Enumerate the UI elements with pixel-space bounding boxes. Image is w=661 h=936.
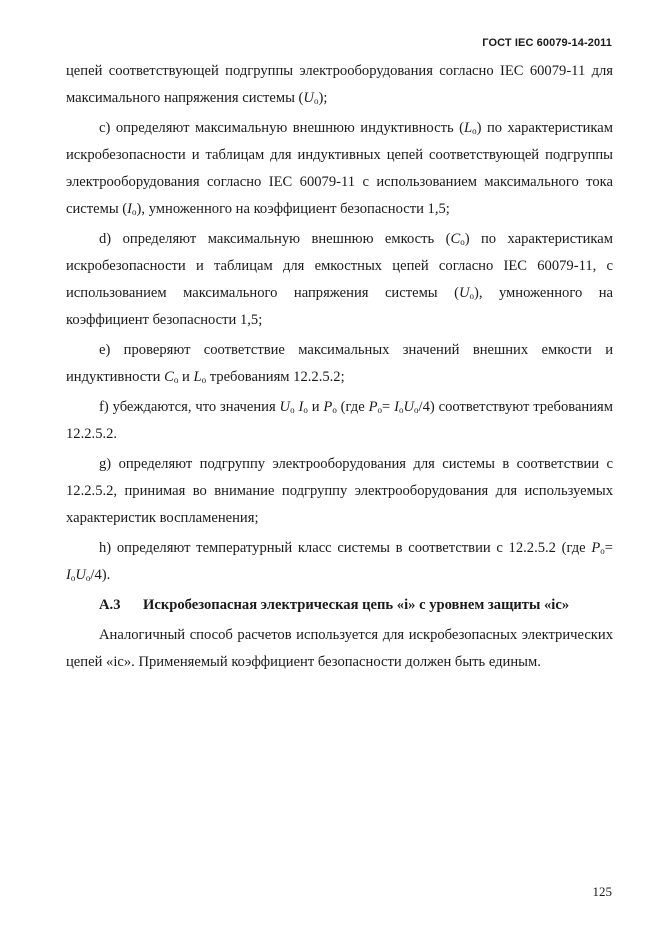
section-number: A.3 <box>99 597 121 613</box>
list-item-g <box>66 451 613 532</box>
text: и <box>178 369 194 385</box>
variable: P <box>591 540 601 556</box>
subscript: o <box>600 546 605 556</box>
variable: U <box>458 285 470 301</box>
section-heading <box>66 592 613 619</box>
subscript: o <box>313 96 319 106</box>
subscript: o <box>70 573 76 583</box>
subscript: o <box>414 405 419 415</box>
variable: U <box>303 90 314 106</box>
subscript: o <box>303 405 308 415</box>
list-item-h <box>66 535 613 589</box>
section-title: Искробезопасная электрическая цепь «i» с уровнем защиты «ic» <box>143 597 570 613</box>
subscript: o <box>377 405 382 415</box>
text: f) убеждаются, что значения <box>99 399 280 415</box>
subscript: o <box>132 207 137 217</box>
variable: I <box>66 567 71 583</box>
text: = <box>604 540 613 556</box>
page-number: 125 <box>592 884 612 899</box>
text: h) определяют температурный класс системы в соответствии с 12.2.5.2 (где <box>99 540 592 556</box>
text: ) по характеристикам искробезопасности и таблицам для индуктивных цепей соответствующей подгруппы электрооборудования согласно IEC 60079-11 с использованием максимального тока системы ( <box>66 120 613 217</box>
subscript: o <box>85 573 91 583</box>
variable: L <box>463 120 473 136</box>
variable: I <box>394 399 399 415</box>
paragraph-continuation <box>66 58 613 112</box>
text: ); <box>318 90 328 106</box>
text: /4). <box>90 567 111 583</box>
subscript: o <box>173 375 179 385</box>
text: g) определяют подгруппу электрооборудования для системы в соответствии с 12.2.5.2, принимая во внимание подгруппу электрооборудования для используемых характеристик воспламенения; <box>66 456 613 526</box>
text: требованиям 12.2.5.2; <box>206 369 345 385</box>
text: и <box>307 399 324 415</box>
subscript: o <box>201 375 207 385</box>
subscript: o <box>290 405 295 415</box>
variable: L <box>193 369 202 385</box>
variable: I <box>127 201 133 217</box>
subscript: o <box>460 237 465 247</box>
list-item-c <box>66 115 613 223</box>
variable: U <box>75 567 86 583</box>
text: d) определяют максимальную внешнюю емкость ( <box>99 231 451 247</box>
subscript: o <box>398 405 404 415</box>
subscript: o <box>469 291 474 301</box>
list-item-e <box>66 337 613 391</box>
variable: C <box>450 231 461 247</box>
variable: P <box>368 399 378 415</box>
list-item-d <box>66 226 613 334</box>
text: /4) соответствуют требованиям 12.2.5.2. <box>66 399 613 442</box>
text: цепей соответствующей подгруппы электрооборудования согласно IEC 60079-11 для максимального напряжения системы ( <box>66 63 613 106</box>
section-body: Аналогичный способ расчетов используется для искробезопасных электрических цепей «ic». Применяемый коэффициент безопасности должен быть единым. <box>66 627 613 670</box>
page-body <box>66 58 613 679</box>
variable: I <box>298 399 304 415</box>
variable: U <box>403 399 415 415</box>
subscript: o <box>472 126 477 136</box>
text: ), умноженного на коэффициент безопасности 1,5; <box>66 285 613 328</box>
text: ), умноженного на коэффициент безопасности 1,5; <box>136 201 450 217</box>
document-header: ГОСТ IEC 60079-14-2011 <box>482 37 612 49</box>
text: c) определяют максимальную внешнюю индуктивность ( <box>99 120 464 136</box>
list-item-f <box>66 394 613 448</box>
variable: U <box>279 399 291 415</box>
variable: C <box>164 369 174 385</box>
variable: P <box>323 399 333 415</box>
text: e) проверяют соответствие максимальных значений внешних емкости и индуктивности <box>66 342 613 385</box>
text: ) по характеристикам искробезопасности и таблицам для емкостных цепей согласно IEC 60079-11, с использованием максимального напряжения системы ( <box>66 231 613 301</box>
text: = <box>382 399 395 415</box>
text: (где <box>336 399 369 415</box>
subscript: o <box>332 405 337 415</box>
